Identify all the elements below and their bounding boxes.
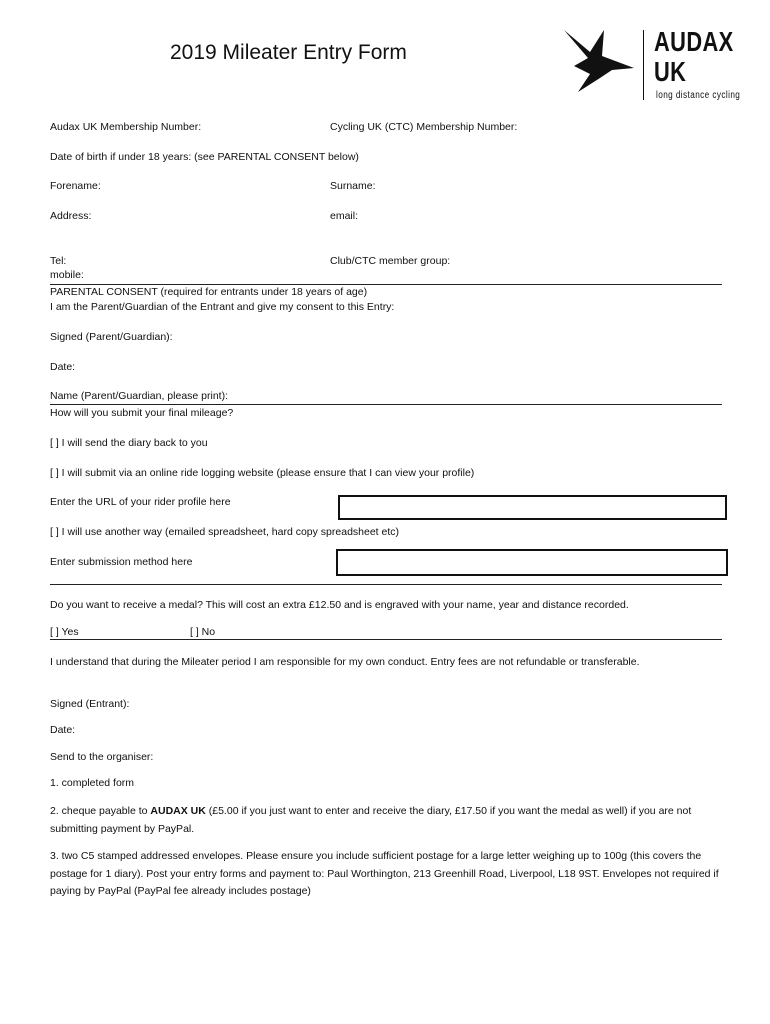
ctc-membership-label: Cycling UK (CTC) Membership Number: [330,121,518,133]
option-diary[interactable]: [ ] I will send the diary back to you [50,437,208,449]
dob-label: Date of birth if under 18 years: (see PARENTAL CONSENT below) [50,151,359,163]
divider [50,639,722,640]
medal-yes-option[interactable]: [ ] Yes [50,626,79,638]
parental-consent-heading: PARENTAL CONSENT (required for entrants under 18 years of age) [50,286,368,298]
declaration-text: I understand that during the Mileater period I am responsible for my own conduct. Entry fees are not refundable or transferable. [50,656,640,668]
entrant-date-label: Date: [50,724,76,736]
tel-label: Tel: [50,255,67,267]
cheque-text-prefix: 2. cheque payable to [50,805,151,817]
logo-divider [643,30,644,100]
audax-membership-label: Audax UK Membership Number: [50,121,202,133]
swallow-bird-logo-icon [560,26,642,92]
divider [50,404,722,405]
parent-name-label: Name (Parent/Guardian, please print): [50,390,229,402]
payee-name: AUDAX UK [150,805,206,817]
parent-date-label: Date: [50,361,76,373]
rider-profile-url-field[interactable] [338,495,727,520]
medal-no-option[interactable]: [ ] No [190,626,216,638]
send-item-cheque [50,803,722,838]
parental-consent-statement: I am the Parent/Guardian of the Entrant and give my consent to this Entry: [50,301,395,313]
address-label: Address: [50,210,92,222]
logo-tagline: long distance cycling [656,90,741,101]
entrant-signed-label: Signed (Entrant): [50,698,130,710]
divider [50,284,722,285]
parent-signed-label: Signed (Parent/Guardian): [50,331,173,343]
cheque-text-suffix: (£5.00 if you just want to enter and receive the diary, £17.50 if you want the medal as well) if you are not submitting payment by PayPal. [50,805,692,835]
divider [50,584,722,585]
page-title: 2019 Mileater Entry Form [170,41,407,64]
club-label: Club/CTC member group: [330,255,451,267]
submission-question: How will you submit your final mileage? [50,407,234,419]
logo-word-audax: AUDAX [654,26,734,57]
url-label: Enter the URL of your rider profile here [50,496,231,508]
method-label: Enter submission method here [50,556,193,568]
logo-word-uk: UK [654,56,687,87]
option-online[interactable]: [ ] I will submit via an online ride logging website (please ensure that I can view your profile) [50,467,475,479]
forename-label: Forename: [50,180,101,192]
surname-label: Surname: [330,180,376,192]
email-label: email: [330,210,359,222]
send-heading: Send to the organiser: [50,751,154,763]
send-item-form: 1. completed form [50,777,135,789]
option-other[interactable]: [ ] I will use another way (emailed spreadsheet, hard copy spreadsheet etc) [50,526,400,538]
mobile-label: mobile: [50,269,84,281]
send-item-envelopes: 3. two C5 stamped addressed envelopes. Please ensure you include sufficient postage for a large letter weighing up to 100g (this covers the postage for 1 diary). Post your entry forms and payment to: Paul Worthington, 213 Greenhill Road, Liverpool, L18 9ST. Envelopes not required if paying by PayPal (PayPal fee already includes postage) [50,850,719,897]
submission-method-field[interactable] [336,549,728,576]
medal-question: Do you want to receive a medal? This will cost an extra £12.50 and is engraved with your name, year and distance recorded. [50,599,629,611]
